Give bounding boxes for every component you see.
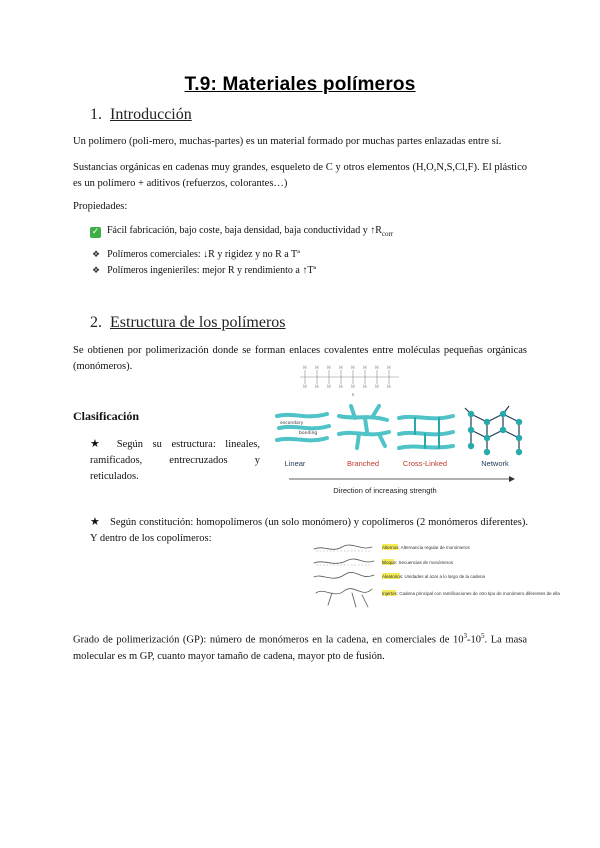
section-2-title: Estructura de los polímeros bbox=[110, 314, 286, 331]
section-1-heading bbox=[90, 106, 192, 124]
section-2-number: 2. bbox=[90, 314, 102, 331]
structure-label-linear: Linear bbox=[284, 459, 306, 468]
svg-text:H: H bbox=[363, 366, 367, 371]
check-icon: ✓ bbox=[91, 227, 100, 237]
star-bullet-icon: ★ bbox=[90, 437, 107, 450]
structure-label-branched: Branched bbox=[346, 459, 380, 468]
svg-text:H: H bbox=[327, 385, 331, 390]
gp-text-tail: . La masa molecular es m GP, cuanto mayor tamaño de cadena, mayor pto de fusión. bbox=[73, 634, 528, 662]
section-1-title: Introducción bbox=[110, 106, 192, 123]
linear-structure bbox=[277, 414, 329, 440]
copolymer-line-block: Bloque: Secuencias de monómeros bbox=[382, 560, 454, 565]
crosslinked-structure bbox=[399, 416, 453, 448]
structure-label-network: Network bbox=[481, 459, 509, 468]
svg-text:H: H bbox=[375, 385, 379, 390]
secondary-annotation: secondary bbox=[280, 421, 304, 426]
gp-dash: -10 bbox=[467, 634, 482, 646]
structure-label-crosslinked: Cross-Linked bbox=[402, 459, 448, 468]
svg-text:H: H bbox=[327, 366, 331, 371]
svg-text:H: H bbox=[375, 366, 379, 371]
network-structure bbox=[465, 406, 522, 455]
strength-arrow-caption: Direction of increasing strength bbox=[333, 486, 437, 495]
svg-text:H: H bbox=[315, 366, 319, 371]
bonding-annotation: bonding bbox=[299, 431, 318, 436]
gp-exponent-1: 3 bbox=[463, 632, 468, 640]
property-item-commercial bbox=[92, 247, 532, 263]
star-bullet-icon: ★ bbox=[90, 515, 101, 528]
copolymer-line-graft: Injertos: Cadena principal con ramificaciones de otro tipo de monómero diferentes de ella bbox=[382, 591, 560, 596]
polymer-chain-figure bbox=[295, 362, 405, 398]
copolymer-line-alternating: Alternos: Alternancia regular de monómeros bbox=[382, 545, 470, 550]
chain-repeat-label: n bbox=[351, 393, 355, 398]
page-title: T.9: Materiales polímeros bbox=[184, 74, 416, 95]
polymerization-degree-paragraph bbox=[73, 628, 527, 665]
properties-label: Propiedades: bbox=[73, 201, 128, 212]
bullet-constitution-text: Según constitución: homopolímeros (un solo monómero) y copolímeros (2 monómeros diferentes). Y dentro de los copolímeros: bbox=[90, 517, 528, 544]
intro-paragraph-2: Sustancias orgánicas en cadenas muy grandes, esqueleto de C y otros elementos (H,O,N,S,Cl,F). El plástico es un polímero + aditivos (refuerzos, colorantes…) bbox=[73, 162, 527, 189]
classification-heading: Clasificación bbox=[73, 409, 139, 423]
svg-text:H: H bbox=[339, 385, 343, 390]
svg-text:H: H bbox=[303, 366, 307, 371]
polymer-structures-figure bbox=[275, 404, 525, 500]
gp-text-main: Grado de polimerización (GP): número de monómeros en la cadena, en comerciales de 10 bbox=[73, 634, 464, 646]
copolymer-types-figure bbox=[310, 541, 560, 613]
property-engineering-text: Polímeros ingenieriles: mejor R y rendimiento a ↑Tª bbox=[107, 265, 317, 276]
svg-text:H: H bbox=[315, 385, 319, 390]
svg-text:H: H bbox=[363, 385, 367, 390]
svg-text:H: H bbox=[303, 385, 307, 390]
section-1-number: 1. bbox=[90, 106, 102, 123]
structure-paragraph: Se obtienen por polimerización donde se forman enlaces covalentes entre moléculas pequeñas orgánicas (monómeros). bbox=[73, 345, 527, 372]
svg-text:H: H bbox=[387, 385, 391, 390]
svg-text:H: H bbox=[387, 366, 391, 371]
gp-exponent-2: 5 bbox=[481, 632, 485, 640]
svg-text:H: H bbox=[351, 366, 355, 371]
svg-text:H: H bbox=[351, 385, 355, 390]
bullet-structure bbox=[90, 436, 260, 485]
copolymer-line-random: Aleatorios: Unidades al azar a lo largo de la cadena bbox=[382, 574, 486, 579]
property-item-general bbox=[90, 223, 530, 242]
diamond-bullet-icon: ❖ bbox=[92, 250, 101, 260]
branched-structure bbox=[339, 406, 389, 448]
bullet-structure-text: Según su estructura: lineales, ramificados, entrecruzados y reticulados. bbox=[90, 439, 260, 482]
section-2-heading bbox=[90, 314, 286, 332]
intro-paragraph-1: Un polímero (poli-mero, muchas-partes) es un material formado por muchas partes enlazadas entre sí. bbox=[73, 136, 502, 147]
svg-text:H: H bbox=[339, 366, 343, 371]
property-item-engineering bbox=[92, 263, 532, 279]
property-commercial-text: Polímeros comerciales: ↓R y rigidez y no R a Tª bbox=[107, 249, 300, 260]
property-general-text: Fácil fabricación, bajo coste, baja densidad, baja conductividad y ↑R bbox=[107, 225, 382, 236]
strength-arrow-head bbox=[509, 476, 515, 482]
diamond-bullet-icon: ❖ bbox=[92, 266, 101, 276]
property-general-subscript: corr bbox=[381, 230, 394, 238]
